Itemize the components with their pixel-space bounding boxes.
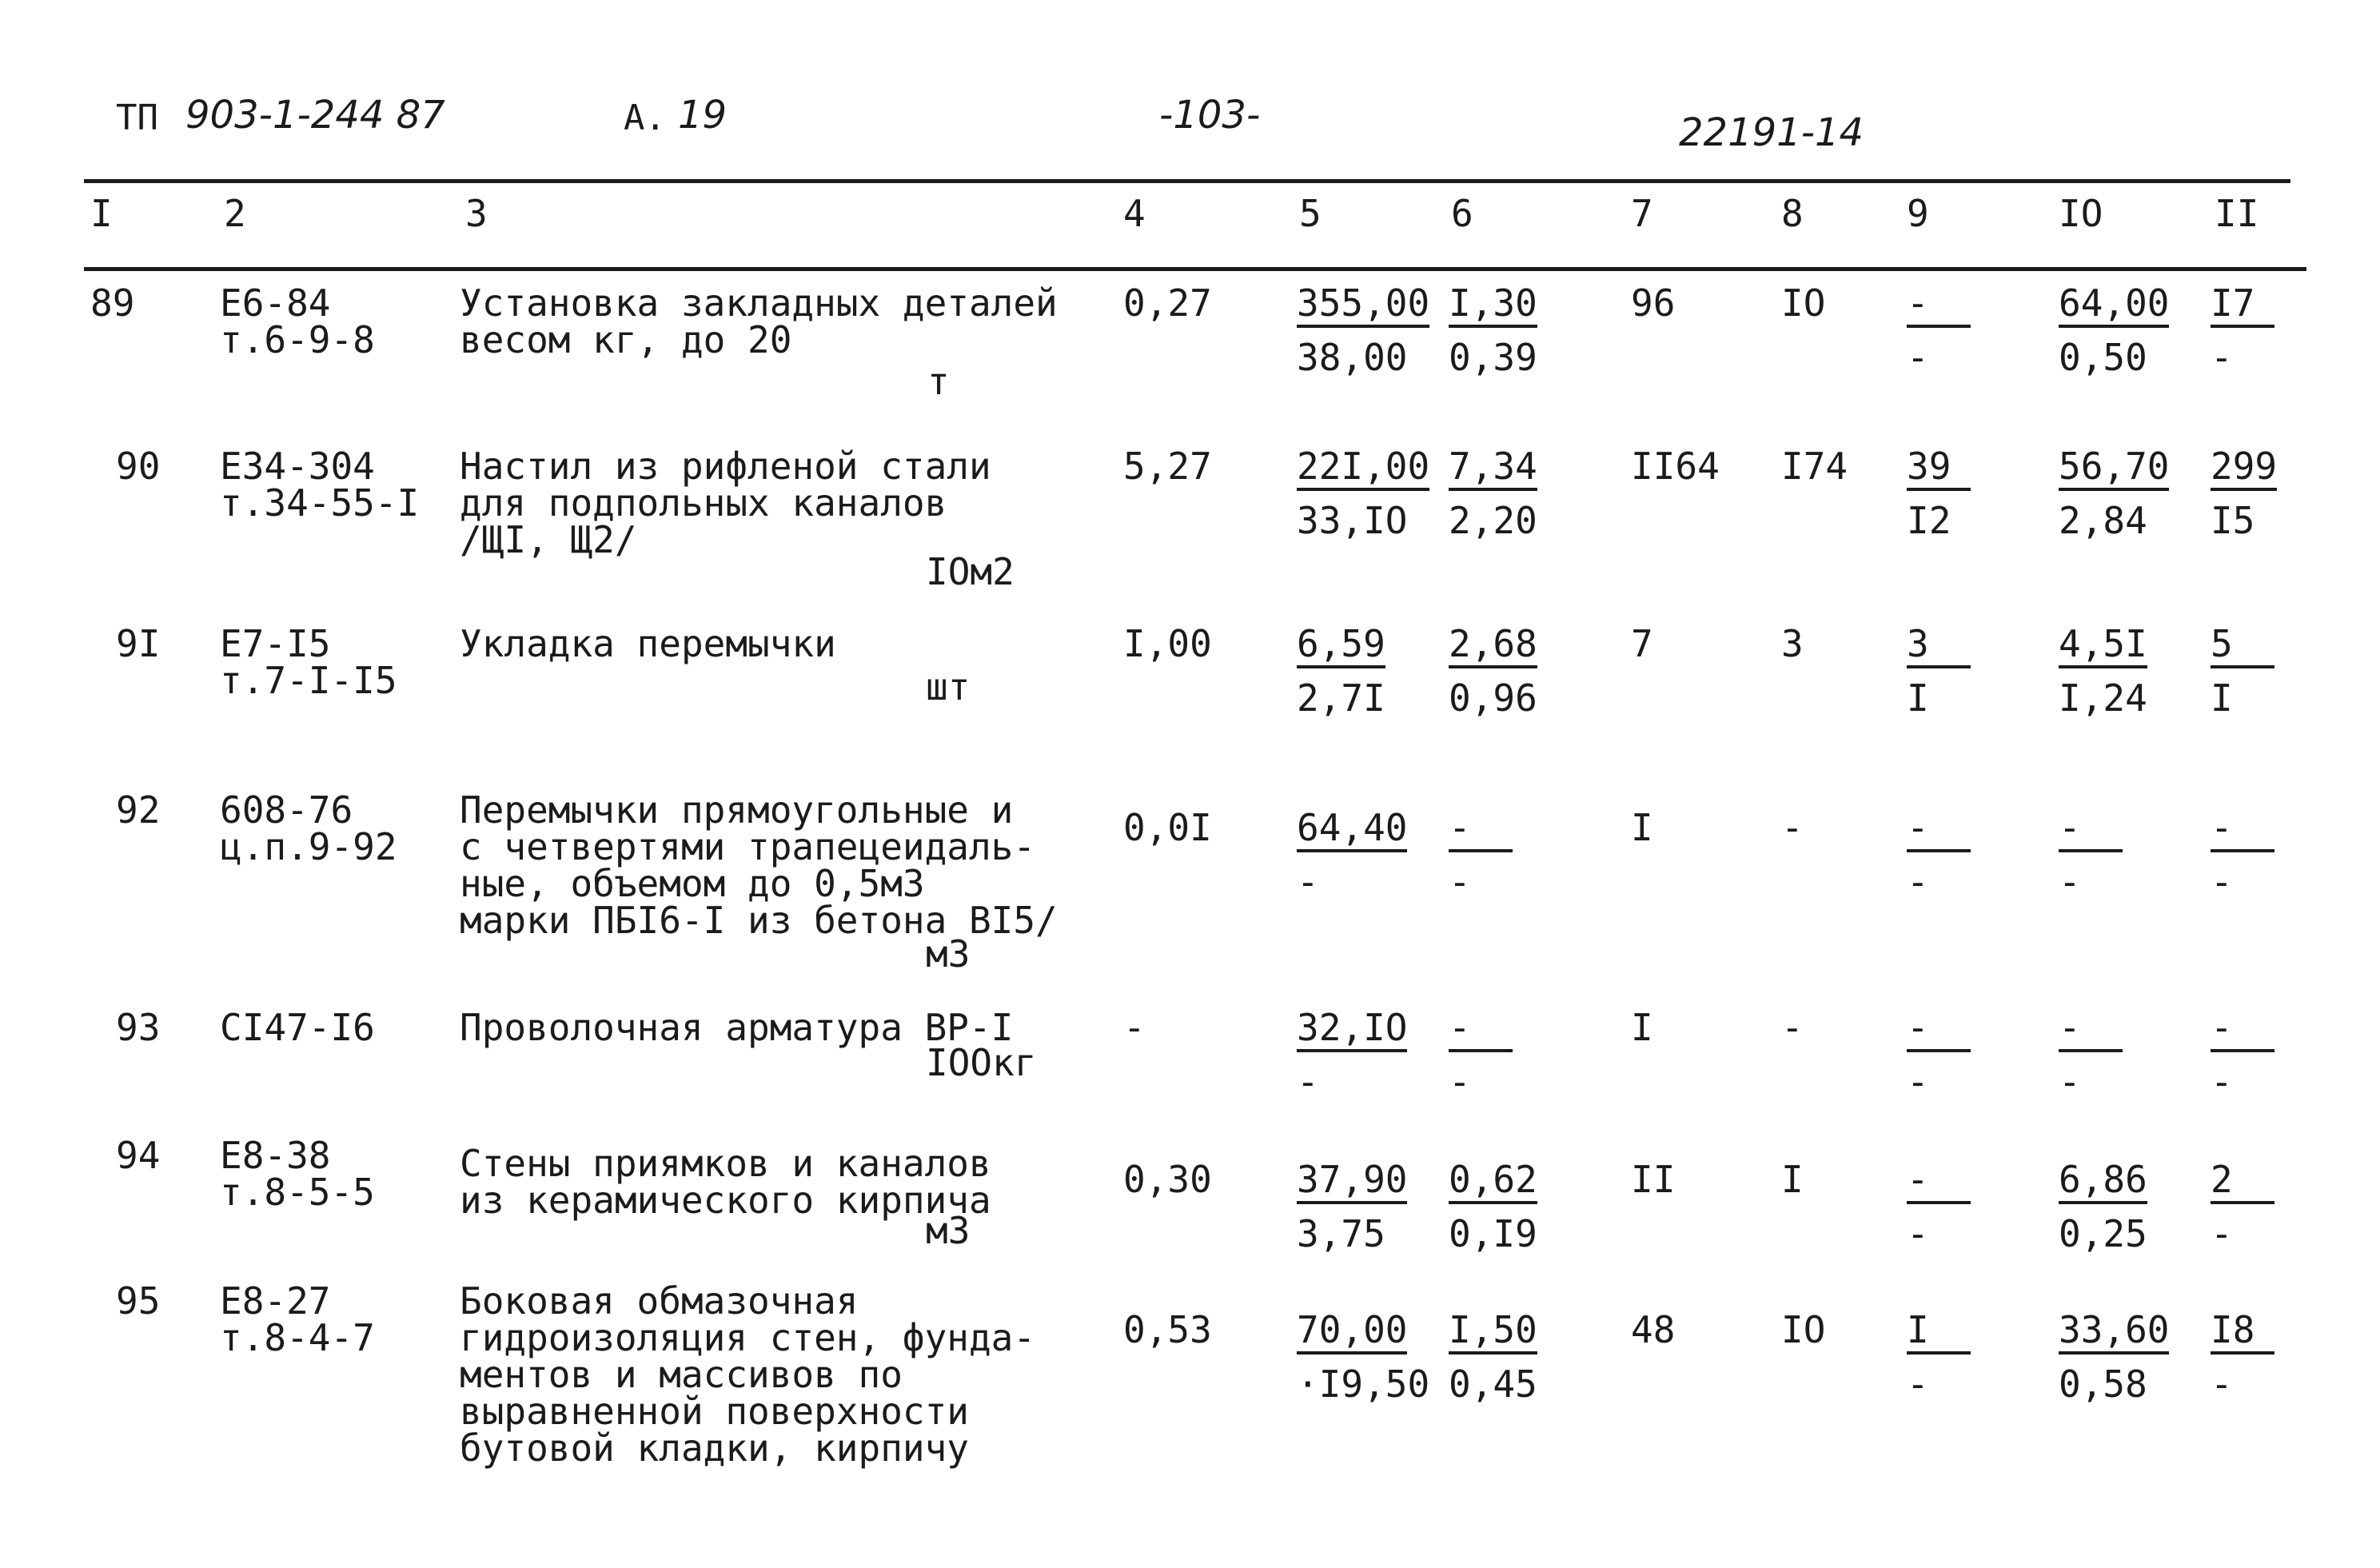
quantity: 5,27	[1123, 445, 1212, 488]
value-col-10: - -	[2059, 809, 2123, 900]
cost-col-5: 64,40 -	[1297, 806, 1408, 904]
cost-col-5: $\frac{37,90}{3,75}$	[1297, 1158, 1408, 1255]
measure-unit: м3	[926, 932, 971, 976]
page-number: -103-	[1159, 93, 1261, 138]
col-6: 6	[1451, 192, 1473, 235]
work-description: Стены приямков и каналов из керамического кирпича	[460, 1142, 991, 1222]
cost-col-6: $\frac{7,34}{2,20}$	[1449, 445, 1537, 542]
norm-code: Е34-304 т.34-55-I	[220, 445, 420, 525]
measure-unit: шт	[926, 665, 971, 708]
quantity: 0,27	[1123, 281, 1212, 325]
value-col-8: -	[1781, 1006, 1804, 1049]
cost-col-6: $\frac{I,30}{0,39}$	[1449, 281, 1537, 379]
norm-code: Е6-84 т.6-9-8	[220, 281, 375, 361]
value-col-11: $\frac{299}{I5}$	[2211, 445, 2278, 542]
value-col-8: 3	[1781, 622, 1804, 665]
album-label: А.	[624, 98, 666, 138]
value-col-7: I	[1631, 806, 1653, 849]
value-col-10: $\frac{56,70}{2,84}$	[2059, 445, 2170, 542]
album-number: 19	[678, 93, 728, 138]
measure-unit: IOOкг	[926, 1041, 1037, 1084]
col-1: I	[90, 192, 113, 235]
row-number: 9I	[116, 622, 161, 665]
value-col-8: IO	[1781, 281, 1826, 325]
work-description: Укладка перемычки	[460, 622, 836, 665]
norm-code: CI47-I6	[220, 1006, 375, 1049]
value-col-7: 48	[1631, 1308, 1676, 1351]
quantity: 0,30	[1123, 1158, 1212, 1201]
cost-col-5: 32,IO -	[1297, 1006, 1408, 1103]
cost-col-5: $\frac{22I,00}{33,IO}$	[1297, 445, 1430, 542]
quantity: 0,53	[1123, 1308, 1212, 1351]
col-7: 7	[1631, 192, 1653, 235]
row-number: 94	[116, 1134, 161, 1177]
value-col-10: $\frac{64,00}{0,50}$	[2059, 281, 2170, 379]
value-col-10: - -	[2059, 1009, 2123, 1100]
value-col-10: $\frac{4,5I}{I,24}$	[2059, 622, 2147, 720]
norm-code: 608-76 ц.п.9-92	[220, 788, 397, 868]
tp-label: ТП	[116, 98, 158, 138]
value-col-9: $\frac{3}{I}$	[1907, 625, 1971, 716]
col-8: 8	[1781, 192, 1804, 235]
norm-code: Е7-I5 т.7-I-I5	[220, 622, 397, 702]
col-10: IO	[2059, 192, 2103, 235]
col-11: II	[2215, 192, 2259, 235]
col-9: 9	[1907, 192, 1929, 235]
value-col-8: I74	[1781, 445, 1848, 488]
value-col-10: $\frac{33,60}{0,58}$	[2059, 1308, 2170, 1406]
cost-col-6: - -	[1449, 1009, 1513, 1100]
measure-unit: т	[927, 360, 950, 403]
value-col-11: - -	[2211, 1009, 2274, 1100]
cost-col-6: $\frac{I,50}{0,45}$	[1449, 1308, 1537, 1406]
col-3: 3	[465, 192, 488, 235]
value-col-7: I	[1631, 1006, 1653, 1049]
col-5: 5	[1299, 192, 1322, 235]
value-col-7: 96	[1631, 281, 1676, 325]
work-description: Настил из рифленой стали для подпольных каналов /ЩI, Щ2/	[460, 445, 991, 561]
row-number: 92	[116, 788, 161, 832]
tp-number: 903-1-244 87	[185, 93, 445, 138]
value-col-9: $\frac{39}{I2}$	[1907, 448, 1971, 539]
value-col-11: I7 -	[2211, 285, 2274, 376]
cost-col-5: $\frac{70,00}{\cdot I9,50}$	[1297, 1308, 1430, 1406]
value-col-8: I	[1781, 1158, 1804, 1201]
value-col-9: - -	[1907, 285, 1971, 376]
value-col-7: II64	[1631, 445, 1720, 488]
cost-col-5: $\frac{355,00}{38,00}$	[1297, 281, 1430, 379]
norm-code: Е8-38 т.8-5-5	[220, 1134, 375, 1214]
quantity: 0,0I	[1123, 806, 1212, 849]
value-col-9: - -	[1907, 1161, 1971, 1252]
value-col-7: 7	[1631, 622, 1653, 665]
value-col-11: I8 -	[2211, 1311, 2274, 1402]
work-description: Установка закладных деталей весом кг, до 20	[460, 281, 1058, 361]
col-2: 2	[224, 192, 246, 235]
row-number: 93	[116, 1006, 161, 1049]
cost-col-5: $\frac{6,59}{2,7I}$	[1297, 622, 1385, 720]
norm-code: Е8-27 т.8-4-7	[220, 1279, 375, 1359]
work-description: Перемычки прямоугольные и с четвертями трапецеидаль- ные, объемом до 0,5м3 марки ПБI6-I из бетона BI5/	[460, 788, 1058, 942]
quantity: -	[1123, 1006, 1146, 1049]
work-description: Боковая обмазочная гидроизоляция стен, фунда- ментов и массивов по выравненной поверхности бутовой кладки, кирпичу	[460, 1279, 1036, 1470]
col-4: 4	[1123, 192, 1146, 235]
top-rule	[84, 179, 2290, 183]
measure-unit: м3	[926, 1209, 971, 1252]
quantity: I,00	[1123, 622, 1212, 665]
value-col-9: - -	[1907, 809, 1971, 900]
cost-col-6: $\frac{2,68}{0,96}$	[1449, 622, 1537, 720]
value-col-8: -	[1781, 806, 1804, 849]
value-col-9: - -	[1907, 1009, 1971, 1100]
row-number: 95	[116, 1279, 161, 1323]
work-description: Проволочная арматура ВР-I	[460, 1006, 1014, 1049]
value-col-11: $\frac{5}{I}$	[2211, 625, 2274, 716]
cost-col-6: $\frac{0,62}{0,I9}$	[1449, 1158, 1537, 1255]
value-col-11: - -	[2211, 809, 2274, 900]
row-number: 89	[90, 281, 135, 325]
value-col-10: $\frac{6,86}{0,25}$	[2059, 1158, 2147, 1255]
cost-col-6: - -	[1449, 809, 1513, 900]
measure-unit: IOм2	[926, 550, 1015, 593]
value-col-8: IO	[1781, 1308, 1826, 1351]
row-number: 90	[116, 445, 161, 488]
header-rule	[84, 267, 2306, 271]
document-number: 22191-14	[1679, 110, 1864, 155]
value-col-7: II	[1631, 1158, 1676, 1201]
value-col-9: I -	[1907, 1311, 1971, 1402]
value-col-11: 2 -	[2211, 1161, 2274, 1252]
